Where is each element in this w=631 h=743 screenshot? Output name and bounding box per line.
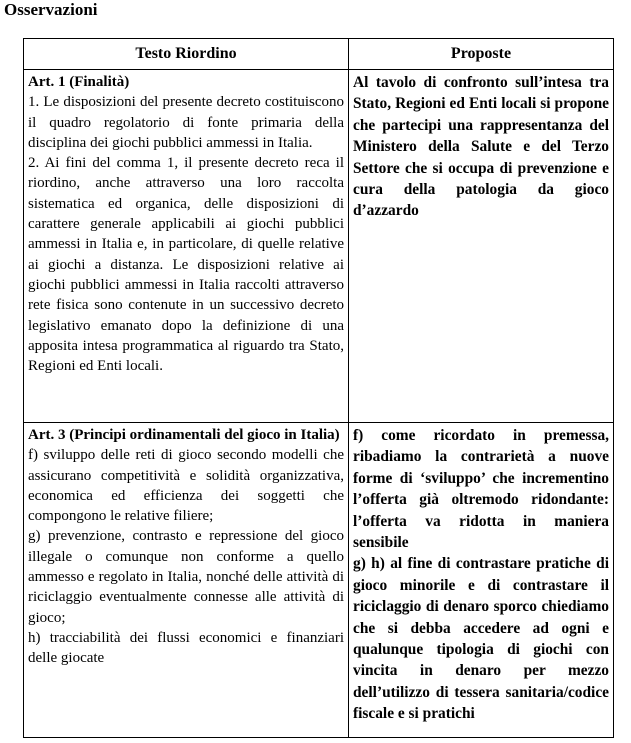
table-row xyxy=(24,423,614,738)
article-paragraph: f) sviluppo delle reti di gioco secondo modelli che assicurano competitività e solidità organizzativa, economica ed efficienza dei soggetti che compongono le relative filiere; xyxy=(28,447,344,525)
proposta-cell xyxy=(349,70,614,423)
table-row xyxy=(24,70,614,423)
testo-cell xyxy=(24,70,349,423)
table-header-row xyxy=(24,39,614,70)
proposal-paragraph: g) h) al fine di contrastare pratiche di gioco minorile e di contrastare il riciclaggio di denaro sporco chiediamo che si debba accedere ad ogni e qualunque tipologia di giochi con vincita in denaro per mezzo dell’utilizzo di tessera sanitaria/codice fiscale e si pratichi xyxy=(353,555,609,723)
article-title: Art. 1 (Finalità) xyxy=(28,74,130,90)
column-header-testo-riordino: Testo Riordino xyxy=(24,39,349,70)
testo-cell xyxy=(24,423,349,738)
article-paragraph: 2. Ai fini del comma 1, il presente decreto reca il riordino, anche attraverso una loro raccolta sistematica ed organica, delle disposizioni di carattere generale applicabili ai giochi pubblici ammessi in Italia e, in particolare, di quelle relative ai giochi a distanza. Le disposizioni relative ai giochi pubblici ammessi in Italia raccolti attraverso rete fisica sono contenute in un successivo decreto legislativo emanato dopo la definizione di una apposita intesa programmatica al riguardo tra Stato, Regioni ed Enti locali. xyxy=(28,155,344,375)
proposal-paragraph: Al tavolo di confronto sull’intesa tra Stato, Regioni ed Enti locali si propone che partecipi una rappresentanza del Ministero della Salute e del Terzo Settore che si occupa di prevenzione e cura della patologia da gioco d’azzardo xyxy=(353,74,609,220)
proposal-paragraph: f) come ricordato in premessa, ribadiamo la contrarietà a nuove forme di ‘sviluppo’ che incrementino l’offerta già oltremodo ridondante: l’offerta va ridotta in maniera sensibile xyxy=(353,427,609,552)
article-paragraph: h) tracciabilità dei flussi economici e finanziari delle giocate xyxy=(28,629,344,667)
article-paragraph: 1. Le disposizioni del presente decreto costituiscono il quadro regolatorio di fonte primaria della disciplina dei giochi pubblici ammessi in Italia. xyxy=(28,94,344,151)
observations-table xyxy=(23,38,614,738)
article-title: Art. 3 (Principi ordinamentali del gioco in Italia) xyxy=(28,427,340,443)
column-header-proposte: Proposte xyxy=(349,39,614,70)
article-paragraph: g) prevenzione, contrasto e repressione del gioco illegale o comunque non conforme a quello ammesso e regolato in Italia, nonché delle attività di riciclaggio eventualmente connesse alle attività di gioco; xyxy=(28,528,344,626)
proposta-cell xyxy=(349,423,614,738)
page-heading: Osservazioni xyxy=(4,0,98,19)
